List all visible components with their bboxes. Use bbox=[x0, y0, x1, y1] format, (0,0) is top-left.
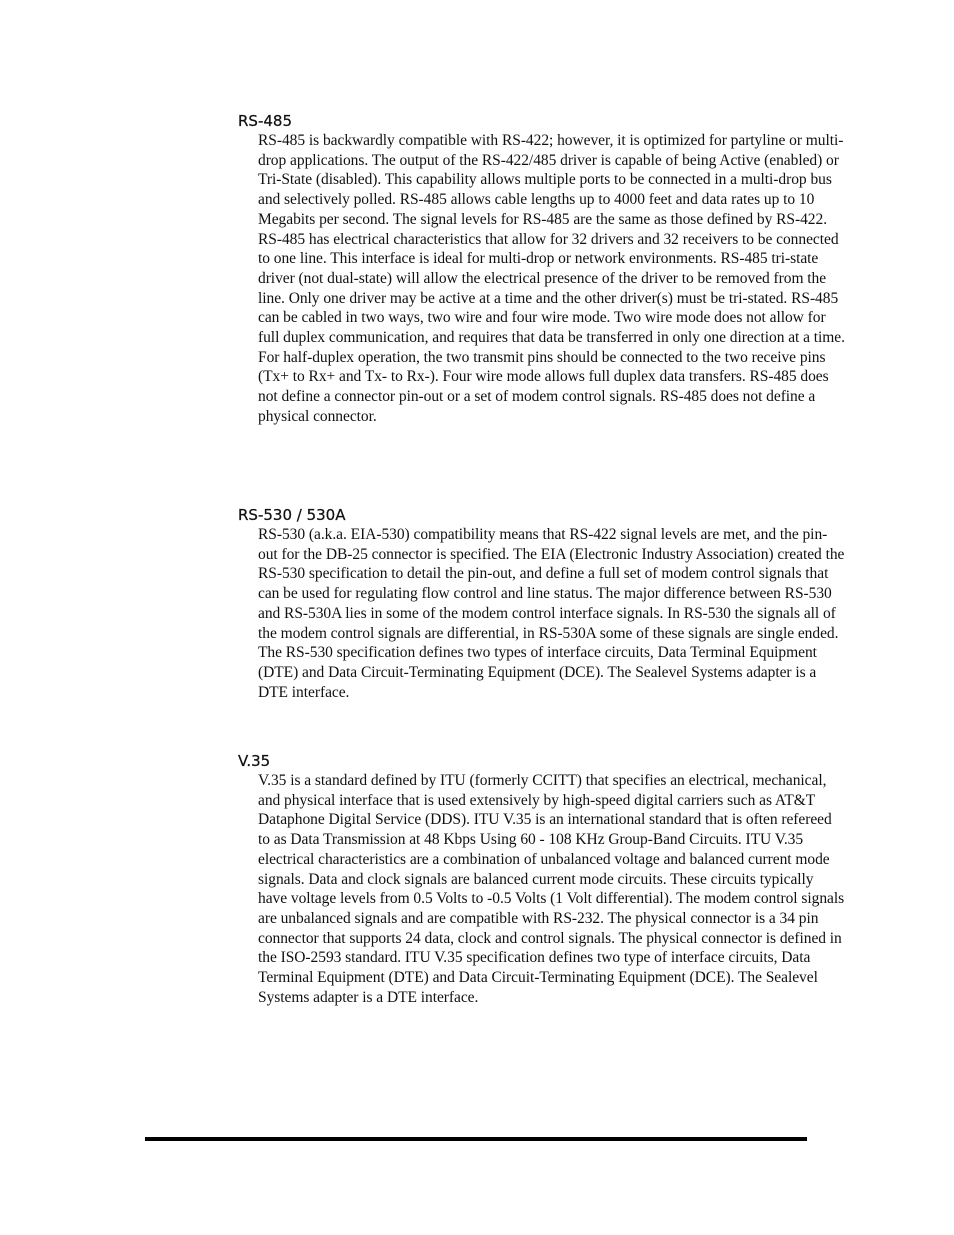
section-body-rs485: RS-485 is backwardly compatible with RS-422; however, it is optimized for partyline or multi-drop applications. The output of the RS-422/485 driver is capable of being Active (enabled) or Tri-State (disabled). This capability allows multiple ports to be connected in a multi-drop bus and selectively polled. RS-485 allows cable lengths up to 4000 feet and data rates up to 10 Megabits per second. The signal levels for RS-485 are the same as those defined by RS-422. RS-485 has electrical characteristics that allow for 32 drivers and 32 receivers to be connected to one line. This interface is ideal for multi-drop or network environments. RS-485 tri-state driver (not dual-state) will allow the electrical presence of the driver to be removed from the line. Only one driver may be active at a time and the other driver(s) must be tri-stated. RS-485 can be cabled in two ways, two wire and four wire mode. Two wire mode does not allow for full duplex communication, and requires that data be transferred in only one direction at a time. For half-duplex operation, the two transmit pins should be connected to the two receive pins (Tx+ to Rx+ and Tx- to Rx-). Four wire mode allows full duplex data transfers. RS-485 does not define a connector pin-out or a set of modem control signals. RS-485 does not define a physical connector. bbox=[258, 132, 845, 425]
section-rs530 bbox=[238, 506, 844, 702]
section-body-rs530: RS-530 (a.k.a. EIA-530) compatibility means that RS-422 signal levels are met, and the pin-out for the DB-25 connector is specified. The EIA (Electronic Industry Association) created the RS-530 specification to detail the pin-out, and define a full set of modem control signals that can be used for regulating flow control and line status. The major difference between RS-530 and RS-530A lies in some of the modem control interface signals. In RS-530 the signals all of the modem control signals are differential, in RS-530A some of these signals are single ended. The RS-530 specification defines two types of interface circuits, Data Terminal Equipment (DTE) and Data Circuit-Terminating Equipment (DCE). The Sealevel Systems adapter is a DTE interface. bbox=[258, 526, 845, 701]
section-heading-rs485: RS-485 bbox=[238, 112, 292, 130]
section-v35 bbox=[238, 752, 844, 1007]
footer-divider bbox=[145, 1137, 807, 1141]
section-rs485 bbox=[238, 112, 844, 427]
section-heading-rs530: RS-530 / 530A bbox=[238, 506, 346, 524]
section-body-v35: V.35 is a standard defined by ITU (formerly CCITT) that specifies an electrical, mechanical, and physical interface that is used extensively by high-speed digital carriers such as AT&T Dataphone Digital Service (DDS). ITU V.35 is an international standard that is often refereed to as Data Transmission at 48 Kbps Using 60 - 108 KHz Group-Band Circuits. ITU V.35 electrical characteristics are a combination of unbalanced voltage and balanced current mode signals. Data and clock signals are balanced current mode circuits. These circuits typically have voltage levels from 0.5 Volts to -0.5 Volts (1 Volt differential). The modem control signals are unbalanced signals and are compatible with RS-232. The physical connector is a 34 pin connector that supports 24 data, clock and control signals. The physical connector is defined in the ISO-2593 standard. ITU V.35 specification defines two type of interface circuits, Data Terminal Equipment (DTE) and Data Circuit-Terminating Equipment (DCE). The Sealevel Systems adapter is a DTE interface. bbox=[258, 772, 845, 1006]
section-heading-v35: V.35 bbox=[238, 752, 271, 770]
